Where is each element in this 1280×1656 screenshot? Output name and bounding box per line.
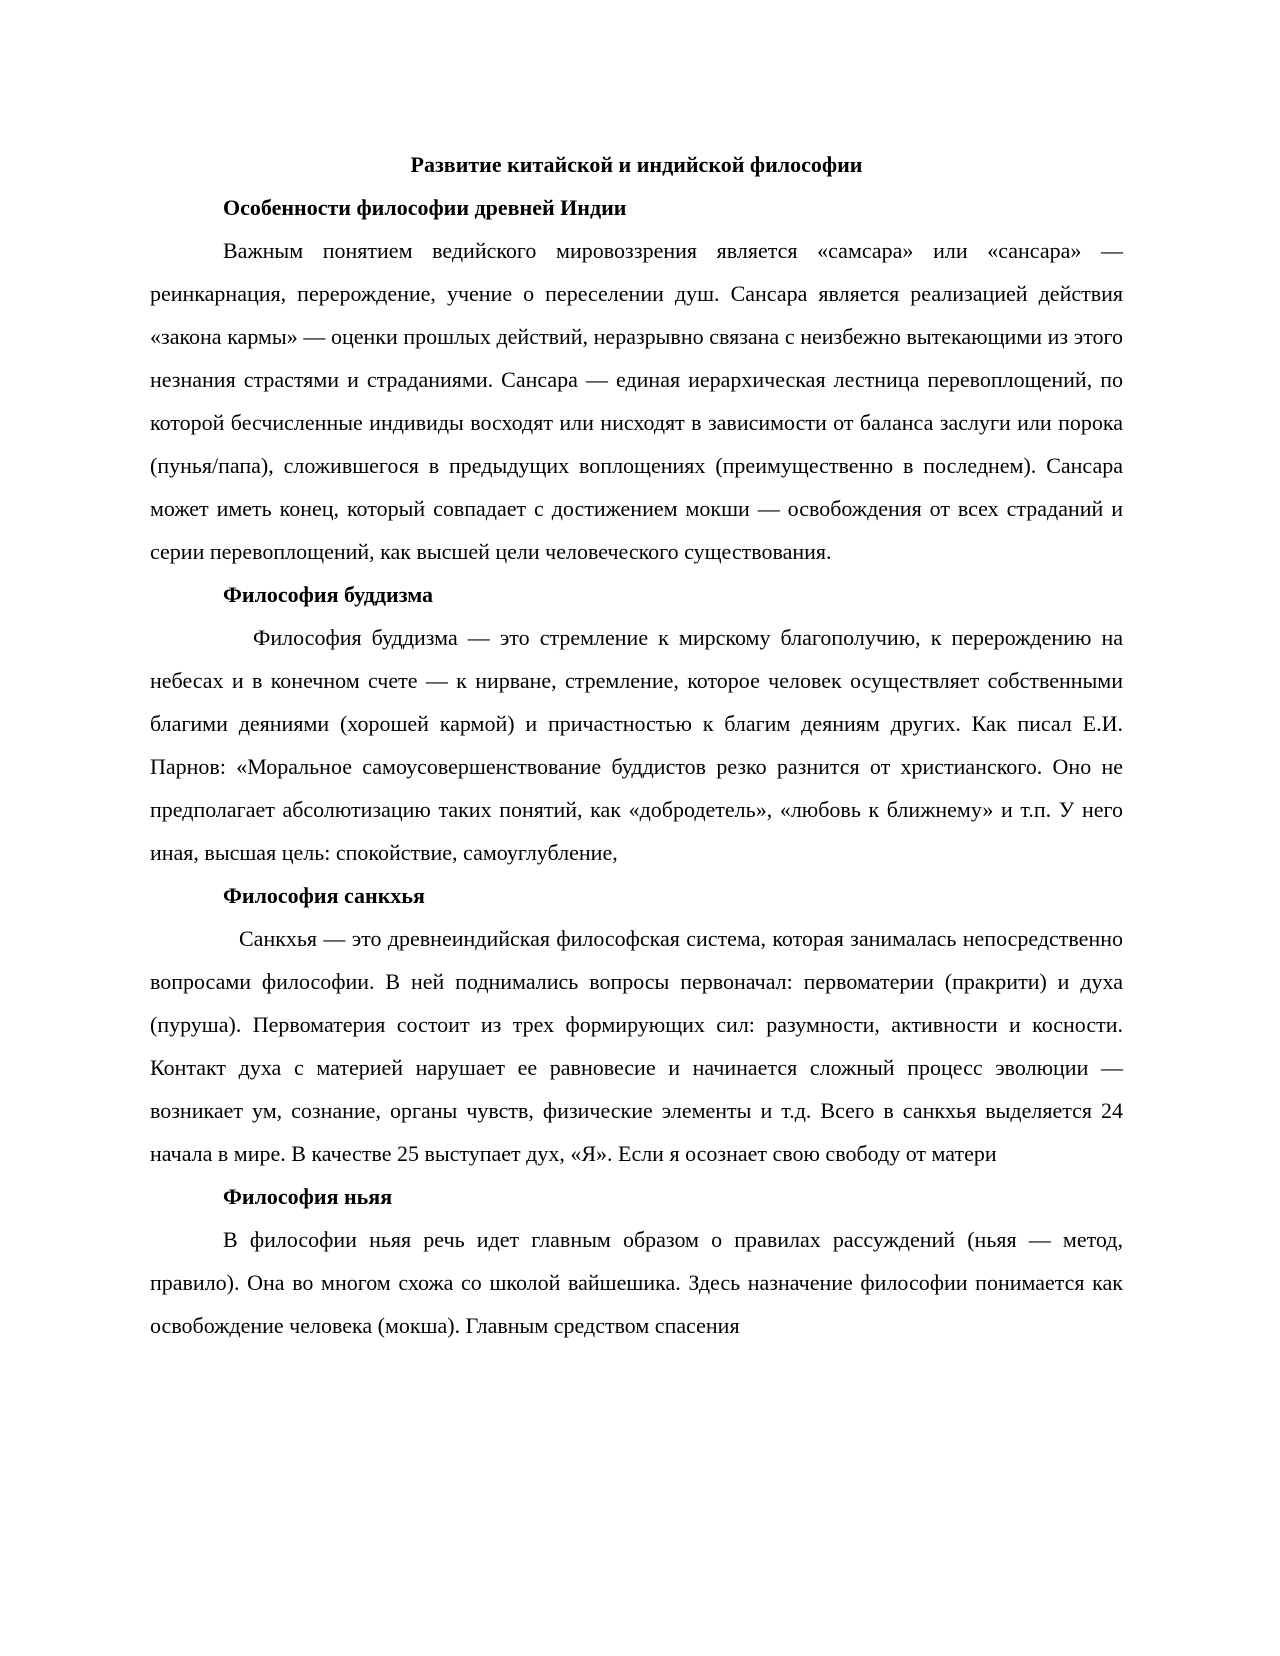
document-page [150, 143, 1123, 1347]
section-paragraph-india: Важным понятием ведийского мировоззрения является «самсара» или «сансара» — реинкарнация, перерождение, учение о переселении душ. Сансара является реализацией действия «закона кармы» — оценки прошлых действий, неразрывно связана с неизбежно вытекающими из этого незнания страстями и страданиями. Сансара — единая иерархическая лестница перевоплощений, по которой бесчисленные индивиды восходят или нисходят в зависимости от баланса заслуги или порока (пунья/папа), сложившегося в предыдущих воплощениях (преимущественно в последнем). Сансара может иметь конец, который совпадает с достижением мокши — освобождения от всех страданий и серии перевоплощений, как высшей цели человеческого существования. [150, 238, 1123, 564]
document-title: Развитие китайской и индийской философии [410, 152, 863, 177]
section-heading-sankhya: Философия санкхья [223, 883, 425, 908]
section-paragraph-nyaya: В философии ньяя речь идет главным образом о правилах рассуждений (ньяя — метод, правило). Она во многом схожа со школой вайшешика. Здесь назначение философии понимается как освобождение человека (мокша). Главным средством спасения [150, 1227, 1123, 1338]
section-paragraph-sankhya: Санкхья — это древнеиндийская философская система, которая занималась непосредственно вопросами философии. В ней поднимались вопросы первоначал: первоматерии (пракрити) и духа (пуруша). Первоматерия состоит из трех формирующих сил: разумности, активности и косности. Контакт духа с материей нарушает ее равновесие и начинается сложный процесс эволюции — возникает ум, сознание, органы чувств, физические элементы и т.д. Всего в санкхья выделяется 24 начала в мире. В качестве 25 выступает дух, «Я». Если я осознает свою свободу от матери [150, 926, 1123, 1166]
section-heading-nyaya: Философия ньяя [223, 1184, 393, 1209]
section-paragraph-buddhism: Философия буддизма — это стремление к мирскому благополучию, к перерождению на небесах и в конечном счете — к нирване, стремление, которое человек осуществляет собственными благими деяниями (хорошей кармой) и причастностью к благим деяниям других. Как писал Е.И. Парнов: «Моральное самоусовершенствование буддистов резко разнится от христианского. Оно не предполагает абсолютизацию таких понятий, как «добродетель», «любовь к ближнему» и т.п. У него иная, высшая цель: спокойствие, самоуглубление, [150, 625, 1123, 865]
section-heading-buddhism: Философия буддизма [223, 582, 434, 607]
section-heading-india: Особенности философии древней Индии [223, 195, 627, 220]
